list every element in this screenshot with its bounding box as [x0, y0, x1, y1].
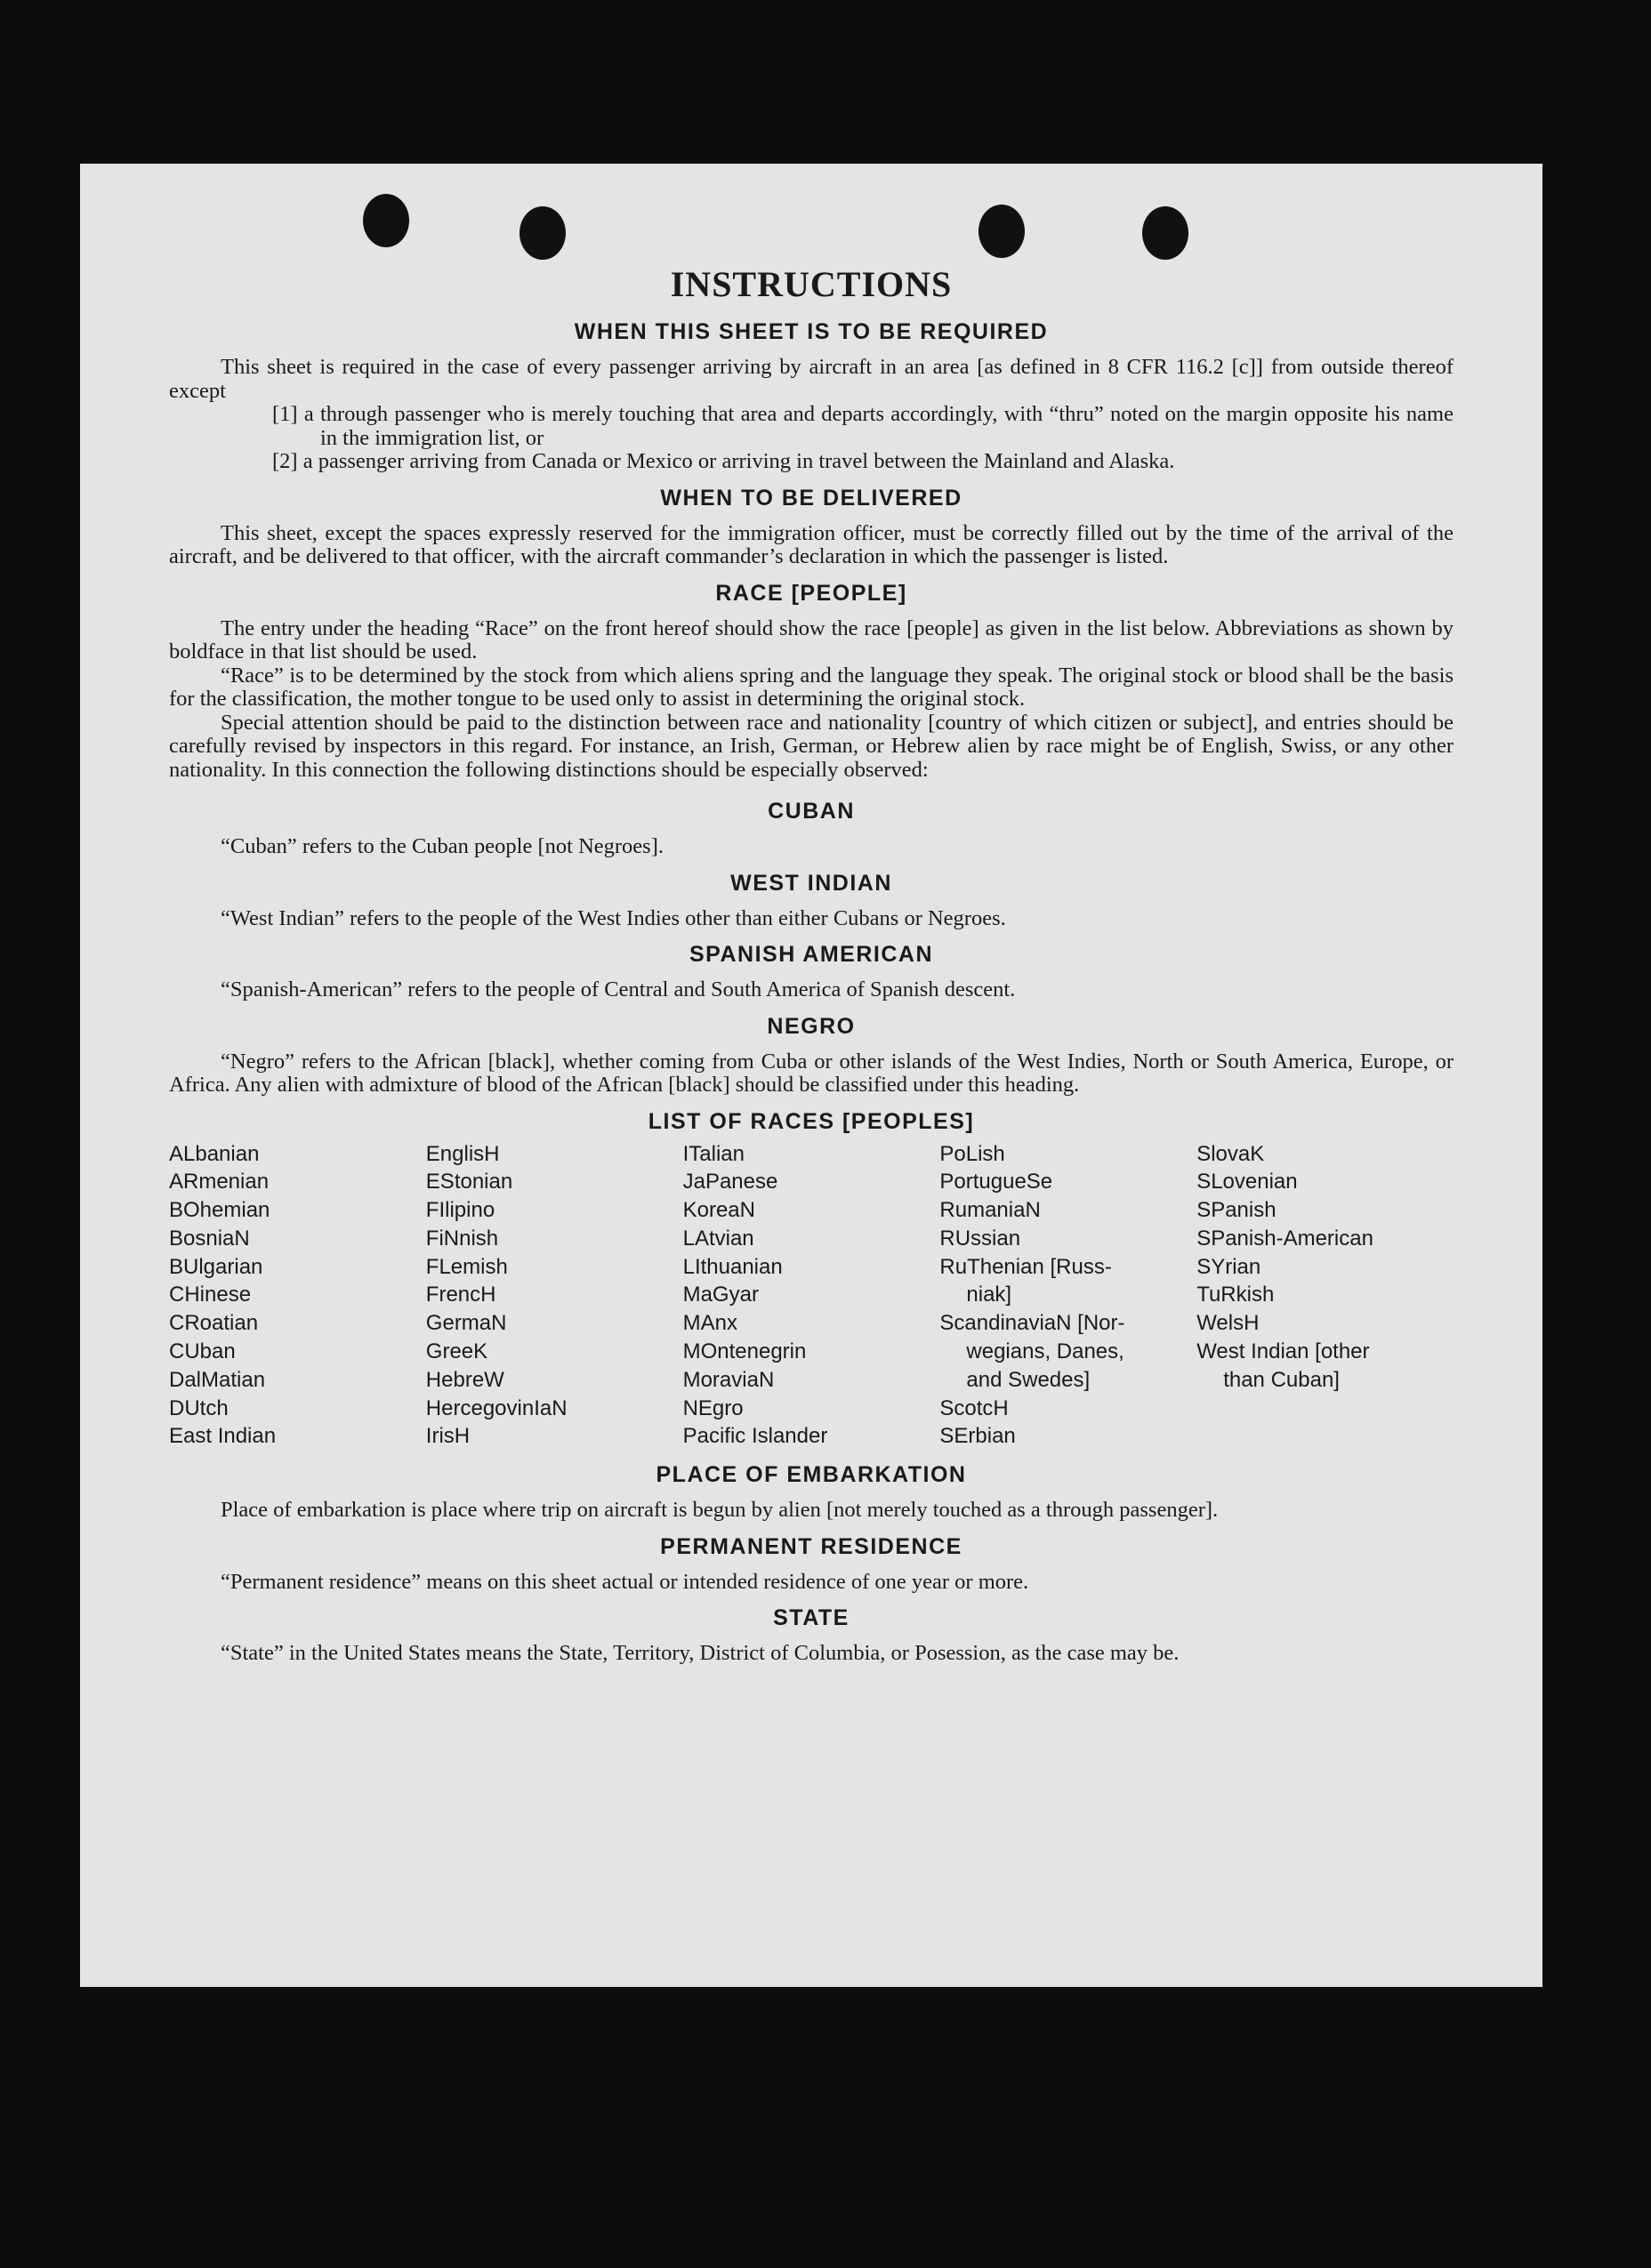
race-entry: CRoatian [169, 1311, 259, 1336]
document-sheet [80, 164, 1542, 1987]
race-entry: JaPanese [682, 1170, 778, 1194]
race-entry: SlovaK [1196, 1141, 1265, 1166]
race-entry: SLovenian [1196, 1170, 1298, 1194]
race-entry: BUlgarian [169, 1254, 263, 1279]
heading-list-of-races: LIST OF RACES [PEOPLES] [648, 1108, 975, 1134]
heading-place-of-embarkation: PLACE OF EMBARKATION [656, 1462, 967, 1488]
race-entry: GreeK [425, 1339, 488, 1364]
heading-permanent-residence: PERMANENT RESIDENCE [660, 1533, 962, 1559]
heading-spanish-american: SPANISH AMERICAN [689, 942, 933, 967]
exception-item-1: [1] a through passenger who is merely touching that area and departs accordingly, with “thru” noted on the margin opposite his name in the immigration list, or [272, 402, 1454, 450]
race-entry-continued: than Cuban] [1223, 1367, 1340, 1392]
race-paragraph-2: “Race” is to be determined by the stock from which aliens spring and the language they speak. The original stock or blood shall be the basis for the classification, the mother tongue to be used only to assist in determining the original stock. [169, 663, 1454, 711]
heading-state: STATE [773, 1605, 850, 1631]
exception-item-2: [2] a passenger arriving from Canada or Mexico or arriving in travel between the Mainland and Alaska. [272, 449, 1175, 473]
race-entry: SErbian [939, 1424, 1016, 1449]
west-indian-text: “West Indian” refers to the people of the West Indies other than either Cubans or Negroes. [221, 905, 1006, 930]
race-entry: FrencH [425, 1283, 496, 1307]
race-entry: ARmenian [169, 1170, 270, 1194]
punch-hole [519, 206, 566, 260]
race-entry: Pacific Islander [682, 1424, 828, 1449]
race-column [169, 1140, 426, 1452]
race-column [1196, 1140, 1454, 1452]
race-entry: RUssian [939, 1226, 1021, 1251]
race-entry: FiNnish [425, 1226, 499, 1251]
heading-when-delivered: WHEN TO BE DELIVERED [660, 485, 962, 511]
race-entry: HebreW [425, 1367, 504, 1392]
race-entry: MaGyar [682, 1283, 759, 1307]
instructions-body [169, 317, 1454, 1666]
race-entry: MAnx [682, 1311, 737, 1336]
heading-west-indian: WEST INDIAN [730, 870, 892, 896]
race-entry: DUtch [169, 1395, 229, 1420]
race-paragraph-1: The entry under the heading “Race” on the front hereof should show the race [people] as given in the list below. Abbreviations as shown by boldface in that list should be used. [169, 615, 1454, 664]
race-entry: GermaN [425, 1311, 507, 1336]
race-entry: LAtvian [682, 1226, 754, 1251]
race-paragraph-3: Special attention should be paid to the distinction between race and nationality [country of which citizen or subject], and entries should be carefully revised by inspectors in this regard. For instance, an Irish, German, or Hebrew alien by race might be of English, Swiss, or any other nationality. In this connection the following distinctions should be especially observed: [169, 710, 1454, 782]
punch-hole [363, 194, 409, 247]
race-entry: KoreaN [682, 1198, 755, 1223]
race-entry: SPanish-American [1196, 1226, 1373, 1251]
race-column [683, 1140, 940, 1452]
race-entry: BOhemian [169, 1198, 270, 1223]
race-entry-continued: and Swedes] [966, 1367, 1091, 1392]
race-entry: SYrian [1196, 1254, 1261, 1279]
state-text: “State” in the United States means the State, Territory, District of Columbia, or Posession, as the case may be. [221, 1641, 1180, 1666]
race-entry: DalMatian [169, 1367, 266, 1392]
heading-cuban: CUBAN [768, 799, 855, 824]
race-entry: TuRkish [1196, 1283, 1275, 1307]
punch-hole [1142, 206, 1188, 260]
race-entry: LIthuanian [682, 1254, 783, 1279]
when-required-intro: This sheet is required in the case of every passenger arriving by aircraft in an area [as defined in 8 CFR 116.2 [c]] from outside thereof except [169, 355, 1454, 403]
race-entry: West Indian [other [1196, 1339, 1370, 1364]
spanish-american-text: “Spanish-American” refers to the people of Central and South America of Spanish descent. [221, 977, 1016, 1001]
embarkation-text: Place of embarkation is place where trip on aircraft is begun by alien [not merely touched as a through passenger]. [221, 1498, 1219, 1523]
race-entry: ScandinaviaN [Nor- [939, 1311, 1125, 1336]
race-entry: MOntenegrin [682, 1339, 807, 1364]
heading-negro: NEGRO [767, 1013, 856, 1039]
race-entry: EStonian [425, 1170, 513, 1194]
race-entry: FIlipino [425, 1198, 495, 1223]
race-entry: FLemish [425, 1254, 508, 1279]
race-entry: IrisH [425, 1424, 471, 1449]
race-entry: CUban [169, 1339, 236, 1364]
race-entry: ITalian [682, 1141, 745, 1166]
page-title: INSTRUCTIONS [670, 264, 953, 304]
race-entry: WelsH [1196, 1311, 1260, 1336]
race-entry: RumaniaN [939, 1198, 1041, 1223]
residence-text: “Permanent residence” means on this sheet actual or intended residence of one year or more. [221, 1569, 1029, 1594]
heading-when-required: WHEN THIS SHEET IS TO BE REQUIRED [574, 319, 1049, 344]
race-entry: SPanish [1196, 1198, 1277, 1223]
race-entry: RuThenian [Russ- [939, 1254, 1112, 1279]
race-entry: NEgro [682, 1395, 744, 1420]
negro-text: “Negro” refers to the African [black], whether coming from Cuba or other islands of the West Indies, North or South America, Europe, or Africa. Any alien with admixture of blood of the African [black] should be classified under this heading. [169, 1049, 1454, 1097]
race-entry: EnglisH [425, 1141, 500, 1166]
when-delivered-text: This sheet, except the spaces expressly reserved for the immigration officer, must be correctly filled out by the time of the arrival of the aircraft, and be delivered to that officer, with the aircraft commander’s declaration in which the passenger is listed. [169, 520, 1454, 568]
race-entry: ScotcH [939, 1395, 1009, 1420]
race-entry: East Indian [169, 1424, 277, 1449]
cuban-text: “Cuban” refers to the Cuban people [not Negroes]. [221, 834, 664, 858]
race-entry: HercegovinIaN [425, 1395, 568, 1420]
race-entry: MoraviaN [682, 1367, 775, 1392]
race-entry-continued: wegians, Danes, [966, 1339, 1124, 1364]
race-entry: PoLish [939, 1141, 1005, 1166]
punch-hole [979, 205, 1025, 258]
race-column [426, 1140, 683, 1452]
race-entry: PortugueSe [939, 1170, 1053, 1194]
race-entry-continued: niak] [966, 1283, 1012, 1307]
race-entry: ALbanian [169, 1141, 260, 1166]
race-list [169, 1140, 1454, 1452]
heading-race: RACE [PEOPLE] [715, 580, 907, 606]
race-entry: CHinese [169, 1283, 252, 1307]
race-entry: BosniaN [169, 1226, 250, 1251]
race-column [939, 1140, 1196, 1452]
